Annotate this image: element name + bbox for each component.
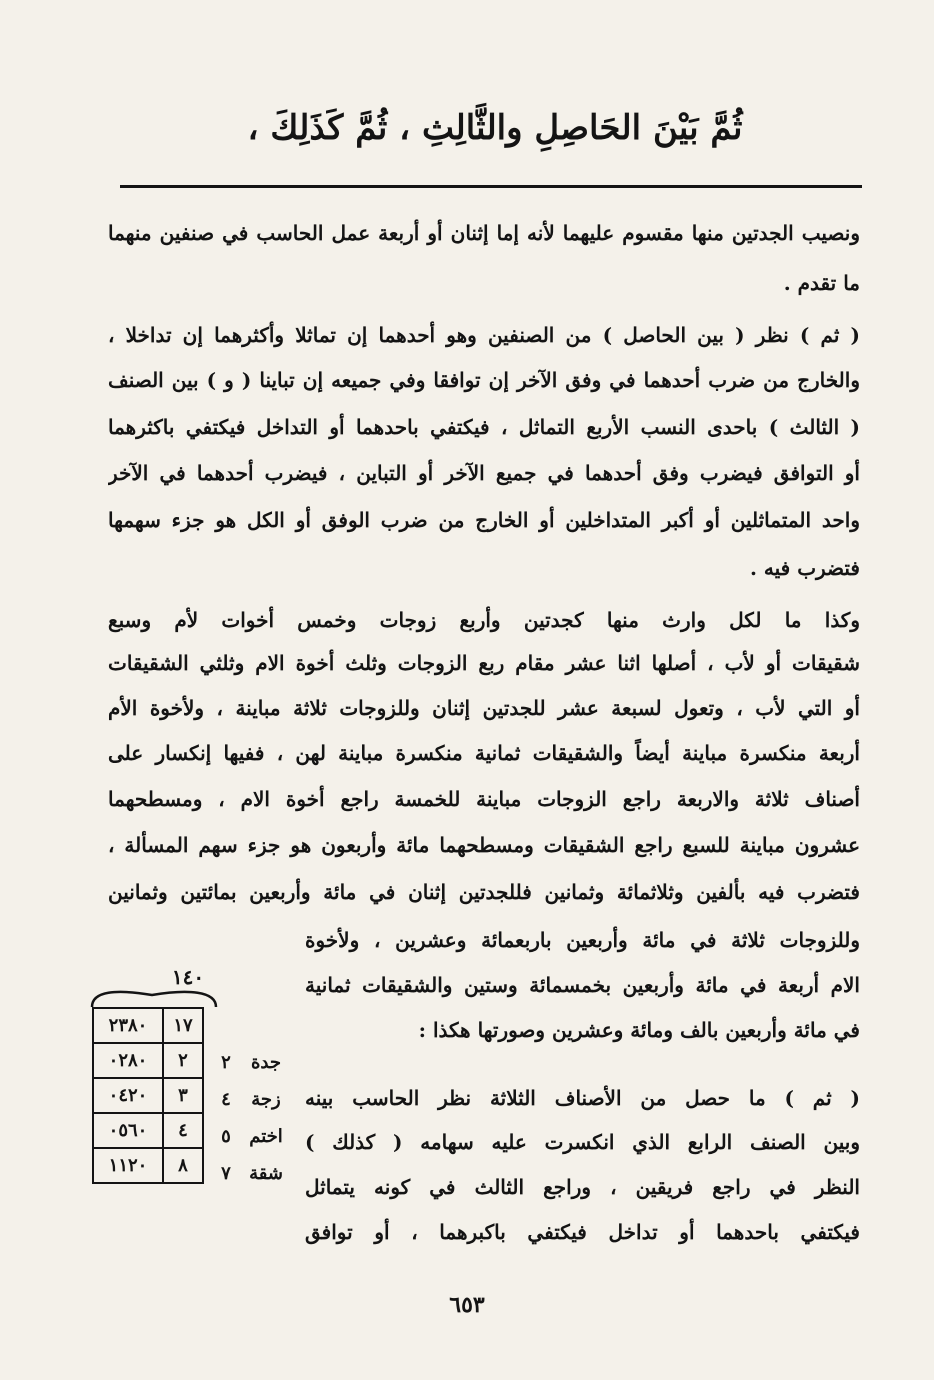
body-line: شقيقات أو لأب ، أصلها اثنا عشر مقام ربع الزوجات وثلث أخوة الام وثلثي الشقيقات	[108, 651, 860, 675]
heir-name: جدة	[250, 1052, 281, 1073]
body-line: أصناف ثلاثة والاربعة راجع الزوجات مباينة للخمسة راجع أخوة الام ، ومسطحهما	[108, 787, 860, 811]
heir-count: ٤	[221, 1089, 231, 1110]
table-row	[93, 1113, 203, 1148]
table-grid	[92, 1007, 204, 1184]
table-row	[93, 1043, 203, 1078]
table-cell-sum: ١١٢٠	[93, 1148, 163, 1183]
page-number: ٦٥٣	[449, 1292, 485, 1318]
body-line: أربعة منكسرة مباينة أيضاً والشقيقات ثمانية منكسرة مباينة لهن ، ففيها إنكسار على	[108, 741, 860, 765]
body-line: ما تقدم .	[783, 271, 860, 295]
table-cell-count: ٨	[163, 1148, 203, 1183]
body-line: والخارج من ضرب أحدهما في وفق الآخر إن توافقا وفي جميعه إن تباينا ( و ) بين الصنف	[108, 368, 860, 392]
body-line: في مائة وأربعين بالف ومائة وعشرين وصورتها هكذا :	[418, 1018, 860, 1042]
header-rule	[120, 185, 862, 188]
body-line: أو التي لأب ، وتعول لسبعة عشر للجدتين إثنان وللزوجات ثلاثة مباينة ، ولأخوة الأم	[108, 696, 860, 720]
heir-count: ٥	[221, 1126, 231, 1147]
heir-count: ٢	[221, 1052, 231, 1073]
inheritance-table	[86, 965, 306, 1215]
table-cell-count: ١٧	[163, 1008, 203, 1043]
body-line: وللزوجات ثلاثة في مائة وأربعين باربعمائة وعشرين ، ولأخوة	[305, 928, 860, 952]
body-line: ( الثالث ) باحدى النسب الأربع التماثل ، فيكتفي باحدهما أو التداخل فيكتفي باكثرهما	[108, 415, 860, 439]
table-cell-sum: ٠٥٦٠	[93, 1113, 163, 1148]
page-header-title: ثُمَّ بَيْنَ الحَاصِلِ والثَّالِثِ ، ثُمَّ كَذَلِكَ ،	[247, 108, 743, 148]
table-row	[93, 1148, 203, 1183]
body-line: فتضرب فيه .	[749, 556, 860, 580]
table-row	[93, 1008, 203, 1043]
body-line: وبين الصنف الرابع الذي انكسرت عليه سهامه ( كذلك )	[305, 1130, 860, 1154]
multiplier-label: ١٤٠	[171, 965, 205, 989]
body-line: أو التوافق فيضرب وفق أحدهما في جميع الآخر أو التباين ، فيضرب أحدهما في الآخر	[108, 461, 860, 485]
heir-name-column	[236, 1007, 296, 1192]
table-row	[93, 1078, 203, 1113]
table-cell-count: ٣	[163, 1078, 203, 1113]
heir-count-column	[214, 1007, 238, 1192]
body-line: الام أربعة في مائة وأربعين بخمسمائة وستين والشقيقات ثمانية	[305, 973, 860, 997]
table-cell-sum: ٢٣٨٠	[93, 1008, 163, 1043]
body-line: ( ثم ) ما حصل من الأصناف الثلاثة نظر الحاسب بينه	[305, 1086, 860, 1110]
table-cell-count: ٢	[163, 1043, 203, 1078]
table-cell-sum: ٠٢٨٠	[93, 1043, 163, 1078]
body-line: ( ثم ) نظر ( بين الحاصل ) من الصنفين وهو أحدهما إن تماثلا وأكثرهما إن تداخلا ،	[108, 323, 860, 347]
table-cell-sum: ٠٤٢٠	[93, 1078, 163, 1113]
heir-name: شقة	[249, 1163, 283, 1184]
body-line: وكذا ما لكل وارث منها كجدتين وأربع زوجات وخمس أخوات لأم وسبع	[108, 608, 860, 632]
heir-count: ٧	[221, 1163, 231, 1184]
body-line: ونصيب الجدتين منها مقسوم عليهما لأنه إما إثنان أو أربعة عمل الحاسب في صنفين منهما	[108, 221, 860, 245]
body-line: عشرون مباينة للسبع راجع الشقيقات ومسطحهما مائة وأربعون هو جزء سهم المسألة ،	[108, 833, 860, 857]
body-line: واحد المتماثلين أو أكبر المتداخلين أو الخارج من ضرب الوفق أو الكل هو جزء سهمها	[108, 508, 860, 532]
heir-name: اختم	[249, 1126, 283, 1147]
body-line: النظر في راجع فريقين ، وراجع الثالث في كونه يتماثل	[305, 1175, 860, 1199]
brace-icon	[86, 985, 222, 1007]
table-cell-count: ٤	[163, 1113, 203, 1148]
heir-name: زجة	[251, 1089, 281, 1110]
body-line: فتضرب فيه بألفين وثلاثمائة وثمانين فللجدتين إثنان في مائة وأربعين بمائتين وثمانين	[108, 880, 860, 904]
body-line: فيكتفي باحدهما أو تداخل فيكتفي باكبرهما ، أو توافق	[305, 1220, 860, 1244]
